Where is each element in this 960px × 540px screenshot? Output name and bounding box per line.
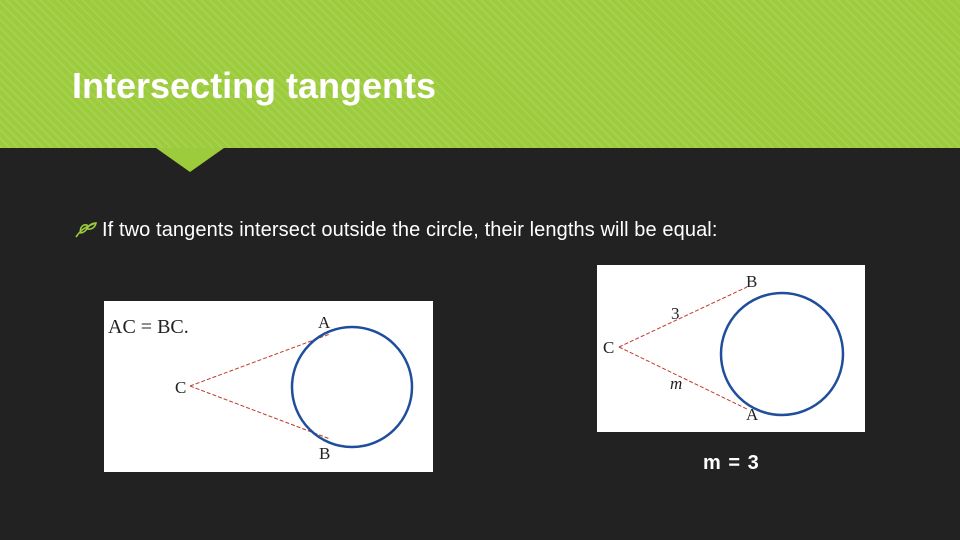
length-label-m: m [670, 374, 683, 393]
title-bar [0, 0, 960, 148]
slide-title: Intersecting tangents [72, 65, 437, 106]
point-label-b: B [746, 272, 758, 291]
equation-label: AC = BC. [108, 316, 189, 338]
point-label-c: C [175, 378, 187, 397]
leaf-icon [74, 221, 98, 239]
circle [721, 293, 843, 415]
point-label-c: C [603, 338, 615, 357]
tangent-line-cb [619, 287, 747, 347]
tangent-line-cb [190, 386, 330, 439]
tangent-diagram-right [597, 265, 865, 432]
point-label-a: A [746, 405, 759, 424]
bullet-text: If two tangents intersect outside the circle, their lengths will be equal: [102, 219, 718, 241]
point-label-a: A [318, 313, 331, 332]
title-bar-notch [156, 148, 224, 172]
tangent-diagram-left [104, 301, 433, 472]
length-label-3: 3 [671, 304, 680, 323]
tangent-line-ca [190, 334, 330, 386]
answer-caption: m = 3 [703, 452, 760, 474]
point-label-b: B [319, 444, 331, 463]
tangent-line-ca [619, 347, 747, 409]
circle [292, 327, 412, 447]
bullet-item [74, 216, 718, 244]
